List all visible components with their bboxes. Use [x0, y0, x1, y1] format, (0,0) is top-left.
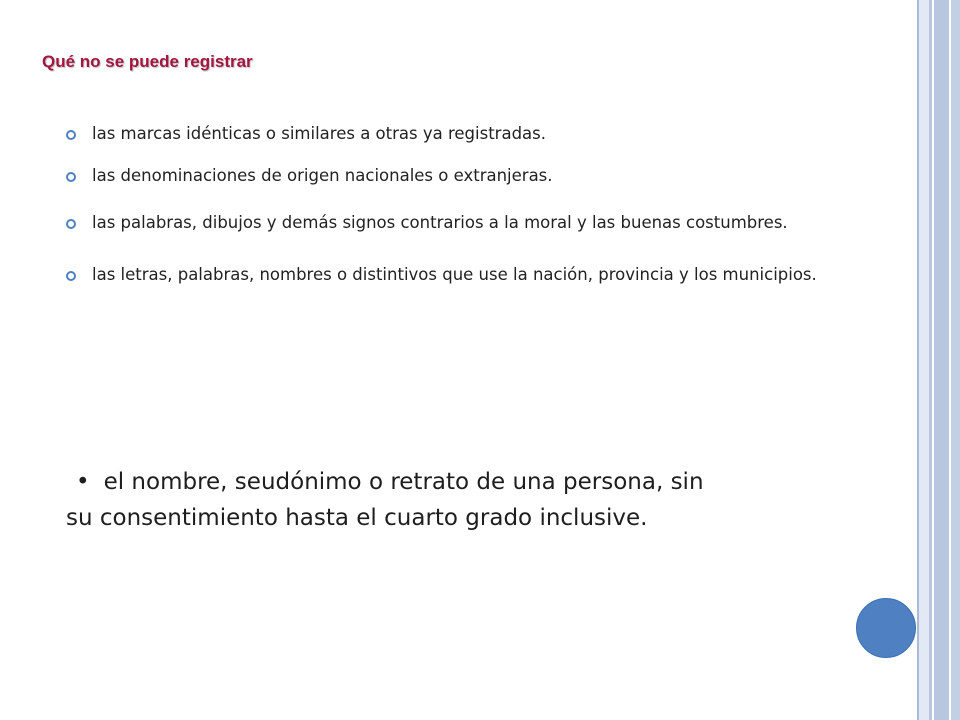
list-item	[66, 162, 866, 190]
bullet-icon	[66, 219, 76, 229]
decorative-circle	[856, 598, 916, 658]
list-item-text: las palabras, dibujos y demás signos contrarios a la moral y las buenas costumbres.	[92, 213, 788, 232]
list-item-text: las denominaciones de origen nacionales o extranjeras.	[92, 166, 553, 185]
bullet-icon	[66, 172, 76, 182]
bullet-list	[66, 120, 866, 308]
bullet-icon	[66, 130, 76, 140]
decorative-bar	[934, 0, 949, 720]
bullet-icon	[66, 271, 76, 281]
list-item	[66, 256, 866, 294]
extra-paragraph-text: el nombre, seudónimo o retrato de una persona, sin su consentimiento hasta el cuarto grado inclusive.	[66, 469, 704, 531]
list-item	[66, 120, 866, 148]
list-item	[66, 204, 866, 242]
decorative-bar	[951, 0, 960, 720]
slide-title: Qué no se puede registrar	[42, 52, 253, 71]
bullet-symbol: •	[76, 469, 90, 495]
list-item-text: las marcas idénticas o similares a otras ya registradas.	[92, 124, 546, 143]
decorative-bar	[919, 0, 929, 720]
list-item-text: las letras, palabras, nombres o distintivos que use la nación, provincia y los municipios.	[92, 265, 817, 284]
extra-paragraph	[66, 464, 726, 536]
